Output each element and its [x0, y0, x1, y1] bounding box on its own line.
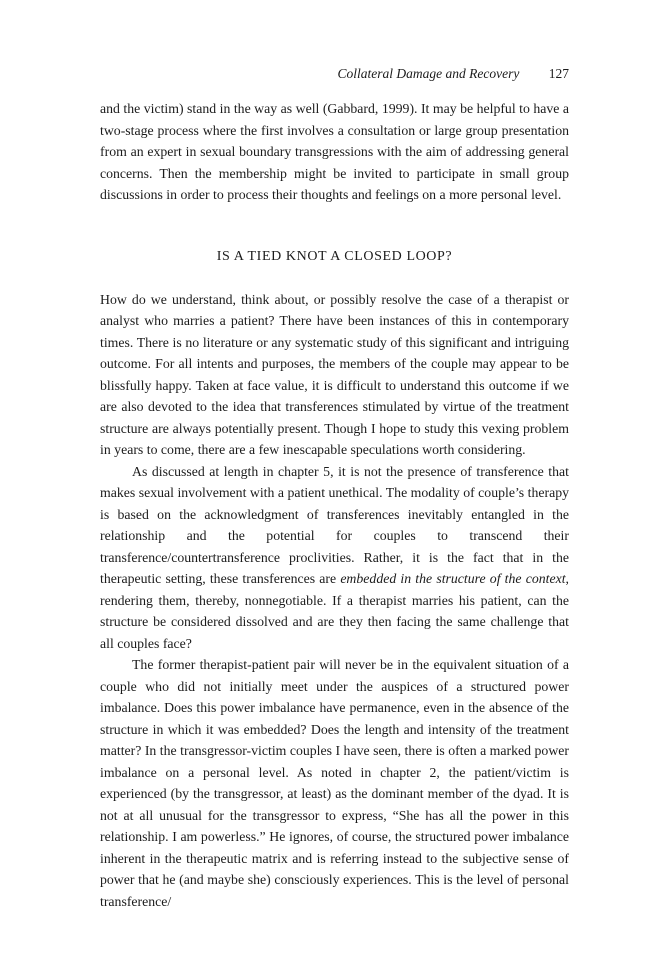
book-page [100, 64, 569, 912]
running-head [100, 64, 569, 84]
section-heading: IS A TIED KNOT A CLOSED LOOP? [216, 248, 453, 264]
body-paragraph-1: How do we understand, think about, or possibly resolve the case of a therapist or analyst who marries a patient? There have been instances of this in contemporary times. There is no literature or any systematic study of this significant and intriguing outcome. For all intents and purposes, the members of the couple may appear to be blissfully happy. Taken at face value, it is difficult to understand this outcome if we are also devoted to the idea that transferences stimulated by virtue of the treatment structure are always potentially present. Though I hope to study this vexing problem in years to come, there are a few inescapable speculations worth considering. [100, 291, 569, 457]
continuation-paragraph: and the victim) stand in the way as well (Gabbard, 1999). It may be helpful to have a two-stage process where the first involves a consultation or large group presentation from an expert in sexual boundary transgressions with the aim of addressing general concerns. Then the membership might be invited to participate in small group discussions in order to process their thoughts and feelings on a more personal level. [100, 101, 569, 202]
body-paragraph-3: The former therapist-patient pair will never be in the equivalent situation of a couple who did not initially meet under the auspices of a structured power imbalance. Does this power imbalance have permanence, even in the absence of the structure in which it was embedded? Does the length and intensity of the treatment matter? In the transgressor-victim couples I have seen, there is often a marked power imbalance on a personal level. As noted in chapter 2, the patient/victim is experienced (by the transgressor, at least) as the dominant member of the dyad. It is not at all unusual for the transgressor to express, “She has all the power in this relationship. I am powerless.” He ignores, of course, the structured power imbalance inherent in the therapeutic matrix and is referring instead to the subjective sense of power that he (and maybe she) consciously experiences. This is the level of personal transference/ [100, 657, 569, 909]
page-number: 127 [548, 66, 569, 81]
paragraph-2-text-start: As discussed at length in chapter 5, it is not the presence of transference that makes sexual involvement with a patient unethical. The modality of couple’s therapy is based on the acknowledgment of transferences inevitably entangled in the relationship and the potential for couples to transcend their transference/countertransference proclivities. Rather, it is the fact that in the therapeutic setting, these transferences are [100, 463, 569, 586]
body-paragraph-2 [100, 461, 569, 655]
paragraph-2-emphasis: embedded in the structure of the context [340, 571, 566, 586]
running-head-title: Collateral Damage and Recovery [337, 66, 520, 81]
paragraph-2-text-end: , rendering them, thereby, nonnegotiable. If a therapist marries his patient, can the structure be considered dissolved and are they then facing the same challenge that all couples face? [100, 571, 569, 651]
